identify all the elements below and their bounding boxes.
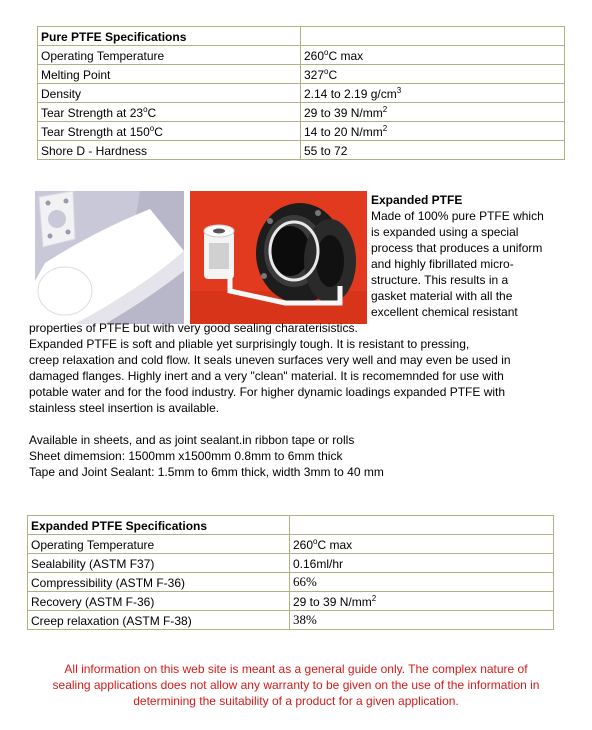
spec-value: 29 to 39 $N/mm^2$ bbox=[301, 103, 565, 122]
table-header-row bbox=[28, 516, 554, 535]
availability-line: Sheet dimemsion: 1500mm x1500mm 0.8mm to 6mm thick bbox=[29, 449, 343, 463]
spec-value: 0.16ml/hr bbox=[290, 554, 554, 573]
spec-value: 38% bbox=[290, 611, 554, 630]
flange-and-tape-photo bbox=[190, 191, 367, 324]
table-row bbox=[38, 103, 565, 122]
description-line: structure. This results in a bbox=[371, 273, 509, 287]
spec-label: Tear Strength at 23$^o$C bbox=[38, 103, 301, 122]
disclaimer-line: All information on this web site is meant as a general guide only. The complex nature of bbox=[64, 662, 528, 676]
description-line: creep relaxation and cold flow. It seals uneven surfaces very well and may even be used in bbox=[29, 353, 511, 367]
disclaimer-line: sealing applications does not allow any warranty to be given on the use of the information in bbox=[52, 678, 540, 692]
table-row bbox=[38, 122, 565, 141]
spec-value: 14 to 20 $N/mm^2$ bbox=[301, 122, 565, 141]
pure-ptfe-spec-table bbox=[37, 26, 565, 160]
table-row bbox=[28, 554, 554, 573]
table-row bbox=[28, 592, 554, 611]
spec-label: Tear Strength at 150$^o$C bbox=[38, 122, 301, 141]
table-row bbox=[28, 573, 554, 592]
table-row bbox=[38, 65, 565, 84]
spec-label: Sealability (ASTM F37) bbox=[28, 554, 290, 573]
description-line: properties of PTFE but with very good sealing charaterisistics. bbox=[29, 321, 358, 335]
spec-label: Compressibility (ASTM F-36) bbox=[28, 573, 290, 592]
availability-line: Tape and Joint Sealant: 1.5mm to 6mm thick, width 3mm to 40 mm bbox=[29, 465, 384, 479]
description-line: potable water and for the food industry. For higher dynamic loadings expanded PTFE with bbox=[29, 385, 506, 399]
description-line: is expanded using a special bbox=[371, 225, 519, 239]
disclaimer-line: determining the suitability of a product for a given application. bbox=[133, 694, 459, 708]
table-header: Pure PTFE Specifications bbox=[38, 27, 301, 46]
gasket-sheet-photo bbox=[35, 191, 184, 324]
expanded-ptfe-title: Expanded PTFE bbox=[371, 193, 463, 207]
table-header-row bbox=[38, 27, 565, 46]
description-line: excellent chemical resistant bbox=[371, 305, 518, 319]
spec-label: Recovery (ASTM F-36) bbox=[28, 592, 290, 611]
spec-value: 55 to 72 bbox=[301, 141, 565, 160]
spec-value: 260$^o$C max bbox=[290, 535, 554, 554]
spec-label: Operating Temperature bbox=[28, 535, 290, 554]
table-header-empty bbox=[301, 27, 565, 46]
availability-line: Available in sheets, and as joint sealant.in ribbon tape or rolls bbox=[29, 433, 355, 447]
spec-label: Operating Temperature bbox=[38, 46, 301, 65]
table-row bbox=[28, 611, 554, 630]
description-line: damaged flanges. Highly inert and a very "clean" material. It is recomemnded for use with bbox=[29, 369, 504, 383]
spec-value: 29 to 39 $N/mm^2$ bbox=[290, 592, 554, 611]
spec-label: Shore D - Hardness bbox=[38, 141, 301, 160]
description-line: and highly fibrillated micro- bbox=[371, 257, 514, 271]
spec-value: 2.14 to 2.19 $g/cm^3$ bbox=[301, 84, 565, 103]
description-line: Expanded PTFE is soft and pliable yet surprisingly tough. It is resistant to pressing, bbox=[29, 337, 470, 351]
table-row bbox=[38, 46, 565, 65]
description-line: stainless steel insertion is available. bbox=[29, 401, 220, 415]
table-row bbox=[38, 141, 565, 160]
table-header: Expanded PTFE Specifications bbox=[28, 516, 290, 535]
spec-value: 66% bbox=[290, 573, 554, 592]
description-line: gasket material with all the bbox=[371, 289, 513, 303]
spec-label: Creep relaxation (ASTM F-38) bbox=[28, 611, 290, 630]
spec-value: 327$^o$C bbox=[301, 65, 565, 84]
expanded-ptfe-spec-table bbox=[27, 515, 554, 630]
description-line: process that produces a uniform bbox=[371, 241, 543, 255]
table-row bbox=[28, 535, 554, 554]
spec-value: 260$^o$C max bbox=[301, 46, 565, 65]
spec-label: Melting Point bbox=[38, 65, 301, 84]
table-row bbox=[38, 84, 565, 103]
table-header-empty bbox=[290, 516, 554, 535]
description-line: Made of 100% pure PTFE which bbox=[371, 209, 544, 223]
spec-label: Density bbox=[38, 84, 301, 103]
